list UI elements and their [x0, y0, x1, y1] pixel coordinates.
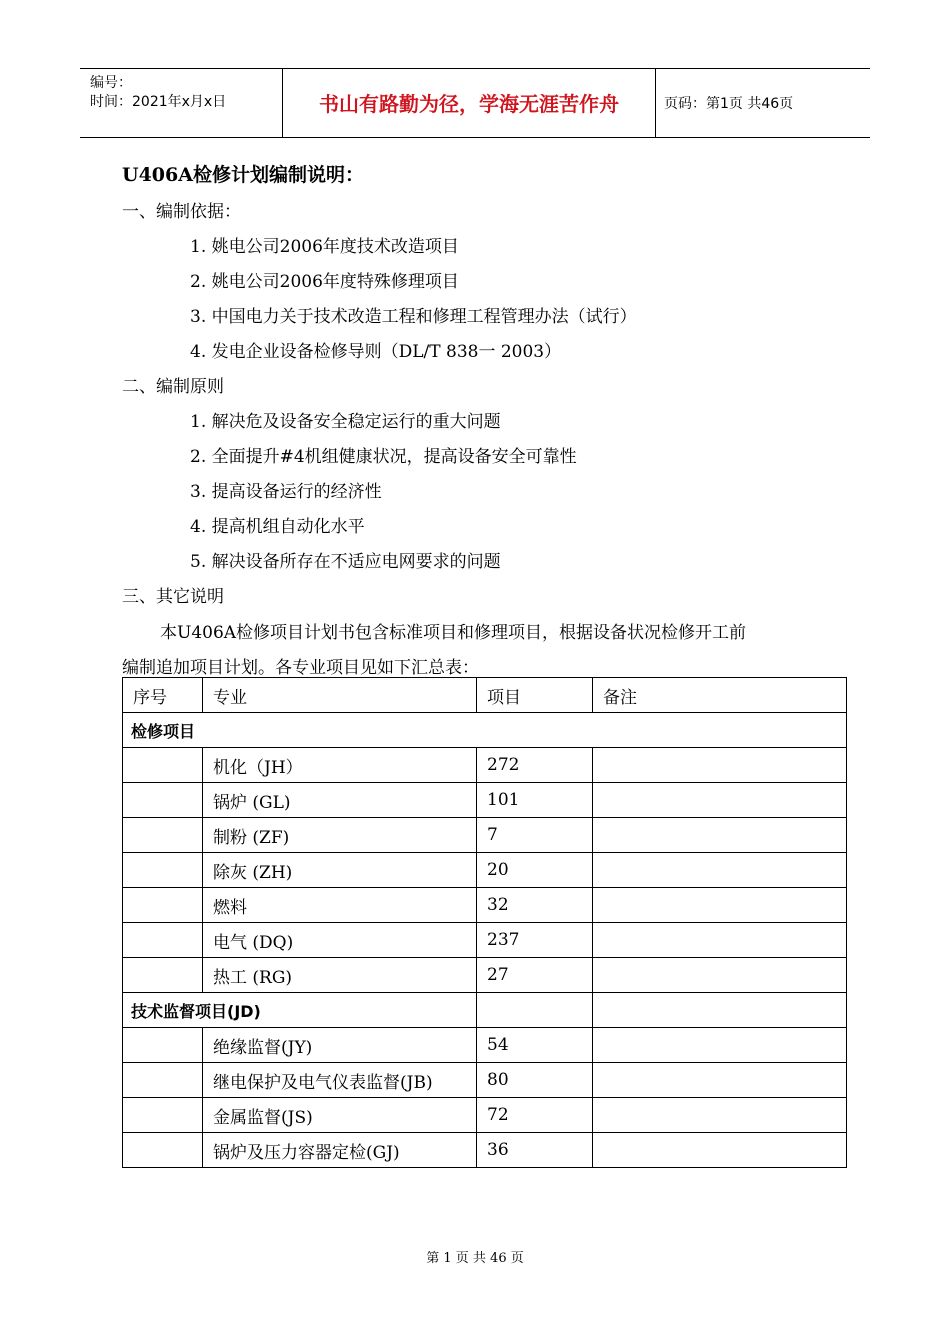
col-header-index: 序号 — [123, 678, 203, 713]
table-row — [123, 1098, 847, 1133]
table-row — [123, 818, 847, 853]
discipline-cell: 金属监督(JS) — [203, 1098, 477, 1133]
header-page-number: 页码：第1页 共46页 — [664, 96, 794, 112]
discipline-cell: 热工 (RG) — [203, 958, 477, 993]
group-label: 检修项目 — [123, 713, 847, 748]
section-heading-basis: 一、编制依据： — [122, 202, 241, 222]
discipline-cell: 制粉 (ZF) — [203, 818, 477, 853]
group-row-maintenance — [123, 713, 847, 748]
page-header — [80, 68, 870, 138]
count-cell: 20 — [477, 853, 593, 888]
principle-item: 4. 提高机组自动化水平 — [190, 517, 365, 537]
group-row-supervision — [123, 993, 847, 1028]
discipline-cell: 燃料 — [203, 888, 477, 923]
table-row — [123, 1028, 847, 1063]
count-cell: 36 — [477, 1133, 593, 1168]
col-header-remarks: 备注 — [593, 678, 847, 713]
count-cell: 101 — [477, 783, 593, 818]
table-row — [123, 853, 847, 888]
paragraph-line: 编制追加项目计划。各专业项目见如下汇总表： — [122, 658, 479, 678]
section-heading-other: 三、其它说明 — [122, 587, 224, 607]
count-cell: 32 — [477, 888, 593, 923]
table-row — [123, 748, 847, 783]
count-cell: 72 — [477, 1098, 593, 1133]
paragraph-line: 本U406A检修项目计划书包含标准项目和修理项目，根据设备状况检修开工前 — [160, 623, 747, 643]
table-row — [123, 888, 847, 923]
discipline-cell: 锅炉 (GL) — [203, 783, 477, 818]
table-header-row — [123, 678, 847, 713]
table-row — [123, 1063, 847, 1098]
discipline-cell: 继电保护及电气仪表监督(JB) — [203, 1063, 477, 1098]
discipline-cell: 绝缘监督(JY) — [203, 1028, 477, 1063]
discipline-cell: 机化（JH） — [203, 748, 477, 783]
doc-title: U406A检修计划编制说明： — [122, 164, 364, 186]
col-header-items: 项目 — [477, 678, 593, 713]
summary-table — [122, 677, 847, 1168]
discipline-cell: 除灰 (ZH) — [203, 853, 477, 888]
principle-item: 1. 解决危及设备安全稳定运行的重大问题 — [190, 412, 501, 432]
basis-item: 2. 姚电公司2006年度特殊修理项目 — [190, 272, 459, 292]
principle-item: 2. 全面提升#4机组健康状况，提高设备安全可靠性 — [190, 447, 577, 467]
group-label: 技术监督项目(JD) — [123, 993, 477, 1028]
basis-item: 4. 发电企业设备检修导则（DL/T 838一 2003） — [190, 342, 562, 362]
table-row — [123, 783, 847, 818]
page-footer: 第 1 页 共 46 页 — [426, 1251, 524, 1266]
discipline-cell: 锅炉及压力容器定检(GJ) — [203, 1133, 477, 1168]
count-cell: 237 — [477, 923, 593, 958]
table-row — [123, 958, 847, 993]
principle-item: 5. 解决设备所存在不适应电网要求的问题 — [190, 552, 501, 572]
header-meta-cell — [80, 69, 283, 137]
count-cell: 80 — [477, 1063, 593, 1098]
discipline-cell: 电气 (DQ) — [203, 923, 477, 958]
basis-item: 3. 中国电力关于技术改造工程和修理工程管理办法（试行） — [190, 307, 637, 327]
doc-number-label: 编号： — [90, 75, 132, 91]
count-cell: 272 — [477, 748, 593, 783]
doc-time-label: 时间：2021年x月x日 — [90, 94, 227, 110]
basis-item: 1. 姚电公司2006年度技术改造项目 — [190, 237, 459, 257]
principle-item: 3. 提高设备运行的经济性 — [190, 482, 382, 502]
table-row — [123, 923, 847, 958]
count-cell: 7 — [477, 818, 593, 853]
table-row — [123, 1133, 847, 1168]
header-motto: 书山有路勤为径，学海无涯苦作舟 — [283, 69, 656, 137]
count-cell: 27 — [477, 958, 593, 993]
count-cell: 54 — [477, 1028, 593, 1063]
col-header-discipline: 专业 — [203, 678, 477, 713]
section-heading-principles: 二、编制原则 — [122, 377, 224, 397]
